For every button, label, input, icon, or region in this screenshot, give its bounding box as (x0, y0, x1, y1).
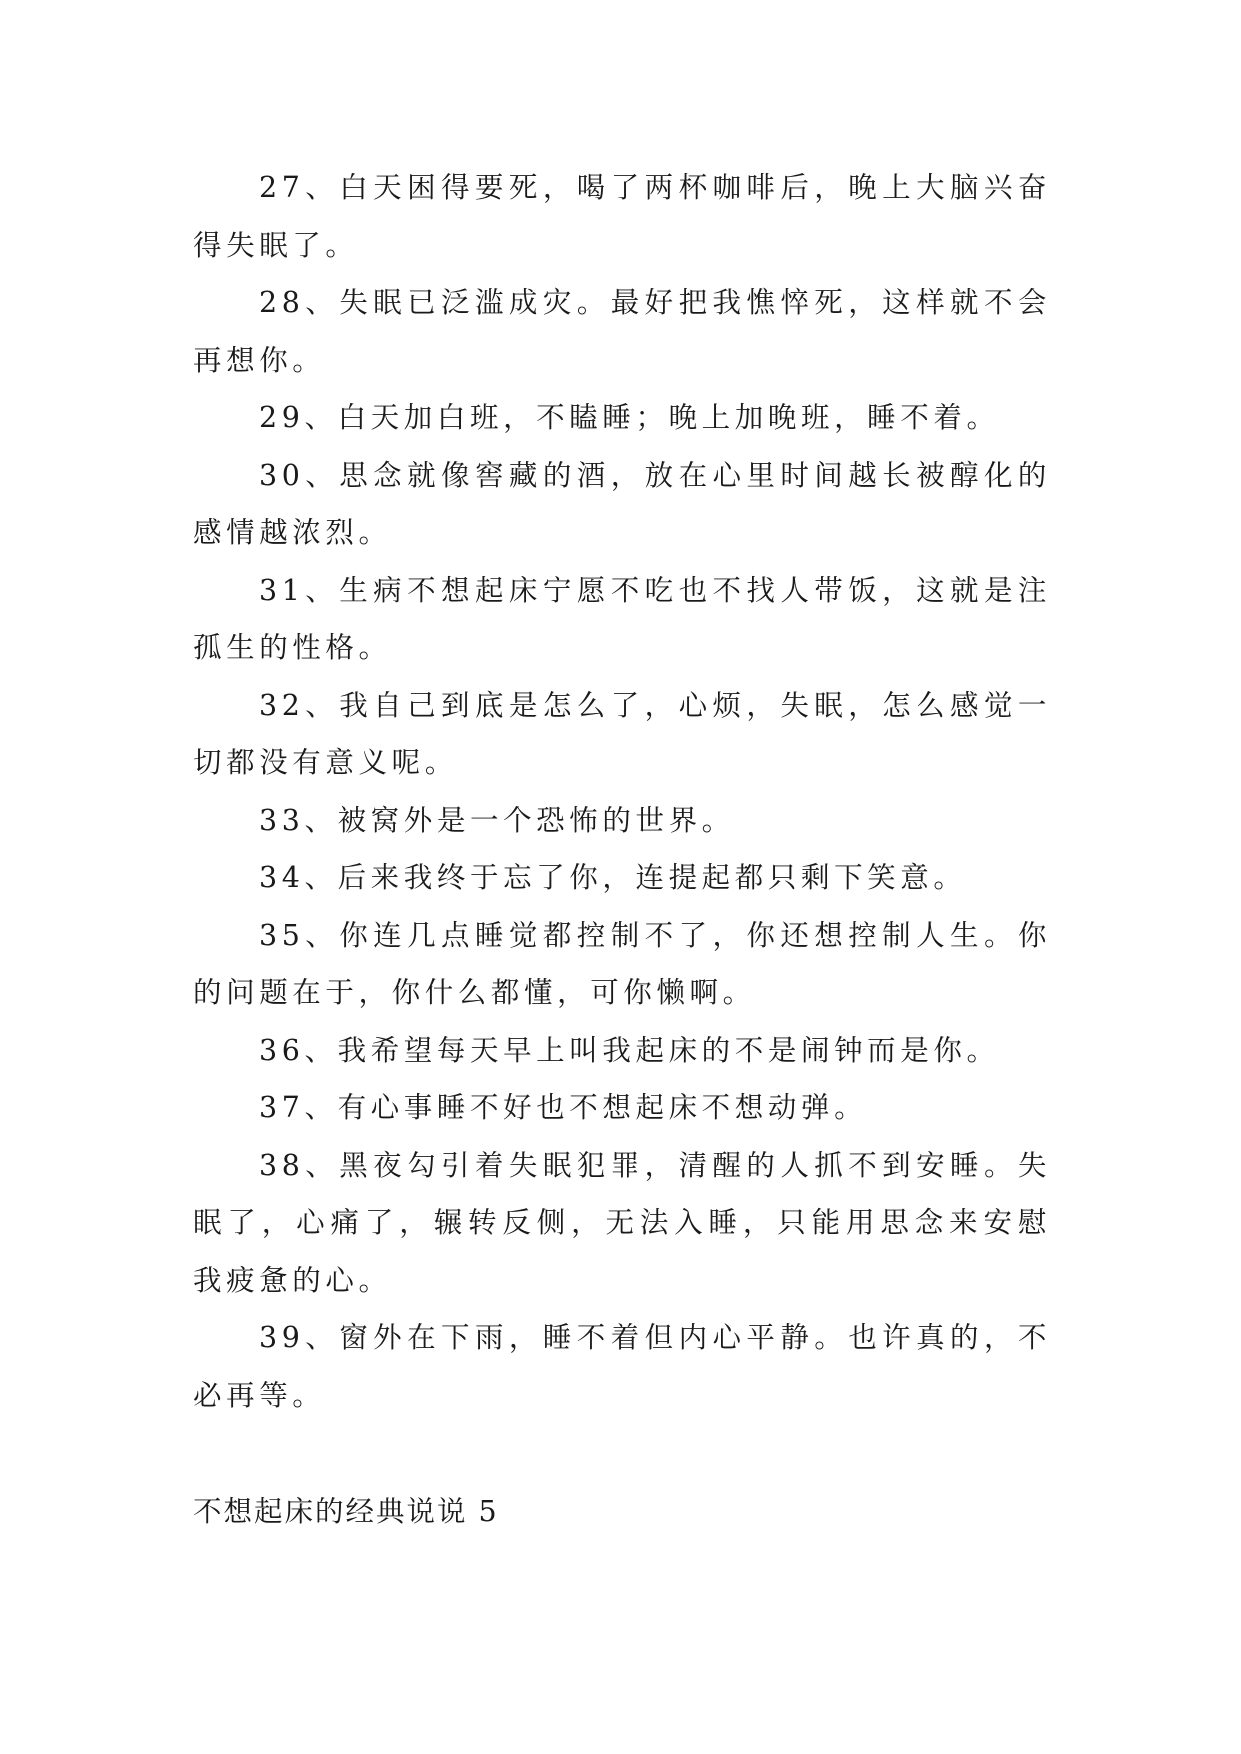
quote-38: 38、黑夜勾引着失眠犯罪，清醒的人抓不到安睡。失眠了，心痛了，辗转反侧，无法入睡，只能用思念来安慰我疲惫的心。 (193, 1148, 1051, 1297)
quote-27: 27、白天困得要死，喝了两杯咖啡后，晚上大脑兴奋得失眠了。 (193, 171, 1051, 262)
quote-39: 39、窗外在下雨，睡不着但内心平静。也许真的，不必再等。 (193, 1321, 1051, 1412)
quote-31: 31、生病不想起床宁愿不吃也不找人带饭，这就是注孤生的性格。 (193, 573, 1051, 664)
quote-30: 30、思念就像窖藏的酒，放在心里时间越长被醇化的感情越浓烈。 (193, 458, 1051, 549)
section-heading: 不想起床的经典说说 5 (193, 1495, 499, 1528)
quote-36: 36、我希望每天早上叫我起床的不是闹钟而是你。 (259, 1033, 1000, 1067)
quote-34: 34、后来我终于忘了你，连提起都只剩下笑意。 (259, 861, 967, 894)
quote-33: 33、被窝外是一个恐怖的世界。 (259, 803, 735, 837)
quote-28: 28、失眠已泛滥成灾。最好把我憔悴死，这样就不会再想你。 (193, 286, 1051, 377)
quote-list (193, 159, 1051, 1424)
quote-35: 35、你连几点睡觉都控制不了，你还想控制人生。你的问题在于，你什么都懂，可你懒啊。 (193, 918, 1051, 1009)
quote-32: 32、我自己到底是怎么了，心烦，失眠，怎么感觉一切都没有意义呢。 (193, 688, 1051, 779)
quote-29: 29、白天加白班，不瞌睡；晚上加晚班，睡不着。 (259, 401, 1000, 434)
quote-37: 37、有心事睡不好也不想起床不想动弹。 (259, 1091, 868, 1124)
